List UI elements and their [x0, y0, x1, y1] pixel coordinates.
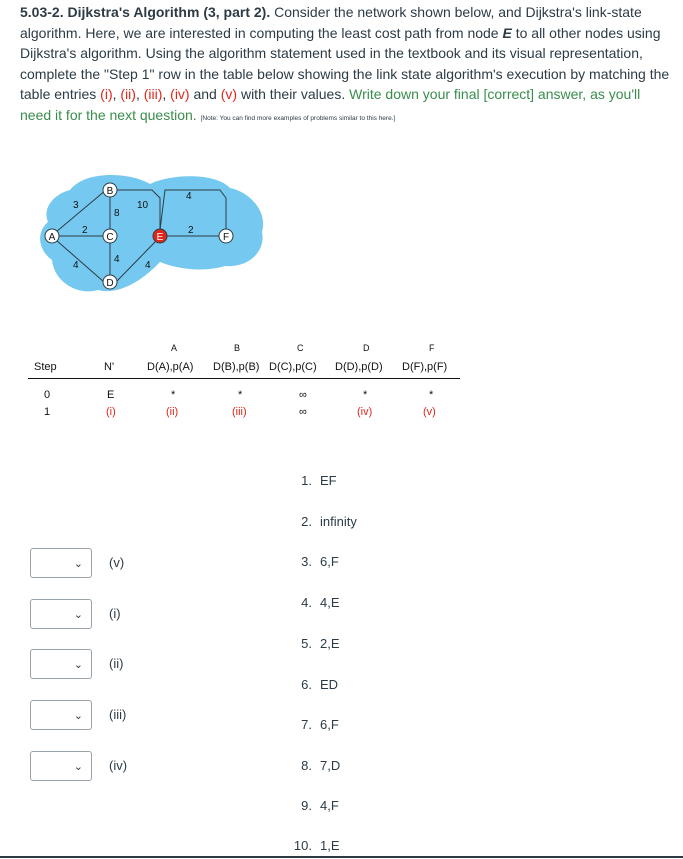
svg-text:E: E — [156, 232, 164, 243]
col-letter-d: D — [363, 343, 370, 353]
chevron-down-icon: ⌄ — [73, 659, 83, 671]
match-label-iii: (iii) — [109, 707, 127, 722]
question-title: 5.03-2. Dijkstra's Algorithm (3, part 2). — [20, 4, 271, 20]
option-item: 6. ED — [301, 677, 339, 692]
edge-label: 8 — [114, 208, 120, 219]
row1-df: (v) — [423, 406, 436, 418]
row1-dc: ∞ — [299, 406, 307, 418]
node-a — [45, 229, 59, 243]
edge-label: 10 — [137, 200, 149, 211]
row1-da: (ii) — [166, 406, 179, 418]
col-letter-a: A — [171, 343, 178, 353]
node-c — [103, 229, 117, 243]
instruction-highlight: Write down your final [correct] answer, as you'll need it for the next question. — [20, 86, 641, 123]
header-da: D(A),p(A) — [147, 361, 194, 373]
row0-df: * — [429, 389, 434, 401]
question-text: 5.03-2. Dijkstra's Algorithm (3, part 2). Consider the network shown below, and Dijkstra's link-state algorithm. Here, we are interested in computing the least cost path from node E to all other nodes using Dijkstra's algorithm. Using the algorithm statement used in the textbook and its visual representation, complete the "Step 1" row in the table below showing the link state algorithm's execution by matching the table entries (i), (ii), (iii), (iv) and (v) with their values. Write down your final [correct] answer, as you'll need it for the next question. [Note: You can find more examples of problems similar to this here.] — [20, 4, 670, 123]
header-nprime: N' — [104, 361, 115, 373]
row0-step: 0 — [44, 389, 51, 401]
row1-nprime: (i) — [106, 406, 116, 418]
row0-dd: * — [363, 389, 368, 401]
chevron-down-icon: ⌄ — [73, 609, 83, 621]
row1-dd: (iv) — [357, 406, 373, 418]
option-item: 2. infinity — [301, 514, 357, 529]
answer-select-ii[interactable] — [30, 649, 92, 679]
svg-text:A: A — [48, 232, 56, 243]
match-label-v: (v) — [109, 555, 125, 570]
option-item: 4. 4,E — [301, 595, 340, 610]
row1-db: (iii) — [232, 406, 247, 418]
edge-label: 4 — [145, 260, 151, 271]
bottom-divider — [0, 856, 683, 858]
note-link[interactable]: [Note: You can find more examples of problems similar to this here.] — [200, 114, 396, 122]
node-f — [219, 229, 233, 243]
edge-label: 2 — [82, 225, 88, 236]
answer-select-v[interactable] — [30, 548, 92, 578]
option-item: 10. 1,E — [293, 838, 340, 853]
option-item: 5. 2,E — [301, 636, 340, 651]
node-e — [153, 229, 167, 243]
option-item: 7. 6,F — [301, 717, 339, 732]
match-label-ii: (ii) — [109, 656, 124, 671]
header-dc: D(C),p(C) — [269, 361, 317, 373]
answer-select-i[interactable] — [30, 599, 92, 629]
col-letter-b: B — [234, 343, 241, 353]
network-graph — [40, 170, 270, 295]
edge-label: 2 — [188, 225, 194, 236]
svg-text:D: D — [106, 278, 114, 289]
row0-nprime: E — [107, 389, 115, 401]
chevron-down-icon: ⌄ — [73, 761, 83, 773]
svg-text:B: B — [106, 186, 114, 197]
chevron-down-icon: ⌄ — [73, 558, 83, 570]
option-item: 3. 6,F — [301, 554, 339, 569]
header-step: Step — [34, 361, 57, 373]
header-rule — [28, 378, 460, 379]
col-letter-c: C — [297, 343, 304, 353]
edge-label: 4 — [73, 260, 79, 271]
svg-text:C: C — [106, 232, 114, 243]
answer-select-iii[interactable] — [30, 700, 92, 730]
option-item: 9. 4,F — [301, 798, 339, 813]
svg-text:F: F — [222, 232, 230, 243]
node-b — [103, 183, 117, 197]
match-label-iv: (iv) — [109, 758, 128, 773]
header-df: D(F),p(F) — [402, 361, 448, 373]
edge-label: 3 — [73, 200, 79, 211]
row0-dc: ∞ — [299, 389, 307, 401]
edge-label: 4 — [114, 254, 120, 265]
row0-db: * — [238, 389, 243, 401]
row0-da: * — [171, 389, 176, 401]
option-item: 1. EF — [301, 473, 337, 488]
node-d — [103, 275, 117, 289]
answer-select-iv[interactable] — [30, 751, 92, 781]
header-dd: D(D),p(D) — [335, 361, 383, 373]
option-item: 8. 7,D — [301, 758, 341, 773]
match-label-i: (i) — [109, 606, 121, 621]
col-letter-f: F — [429, 343, 435, 353]
edge-label: 4 — [186, 191, 192, 202]
chevron-down-icon: ⌄ — [73, 710, 83, 722]
row1-step: 1 — [44, 406, 51, 418]
header-db: D(B),p(B) — [213, 361, 260, 373]
